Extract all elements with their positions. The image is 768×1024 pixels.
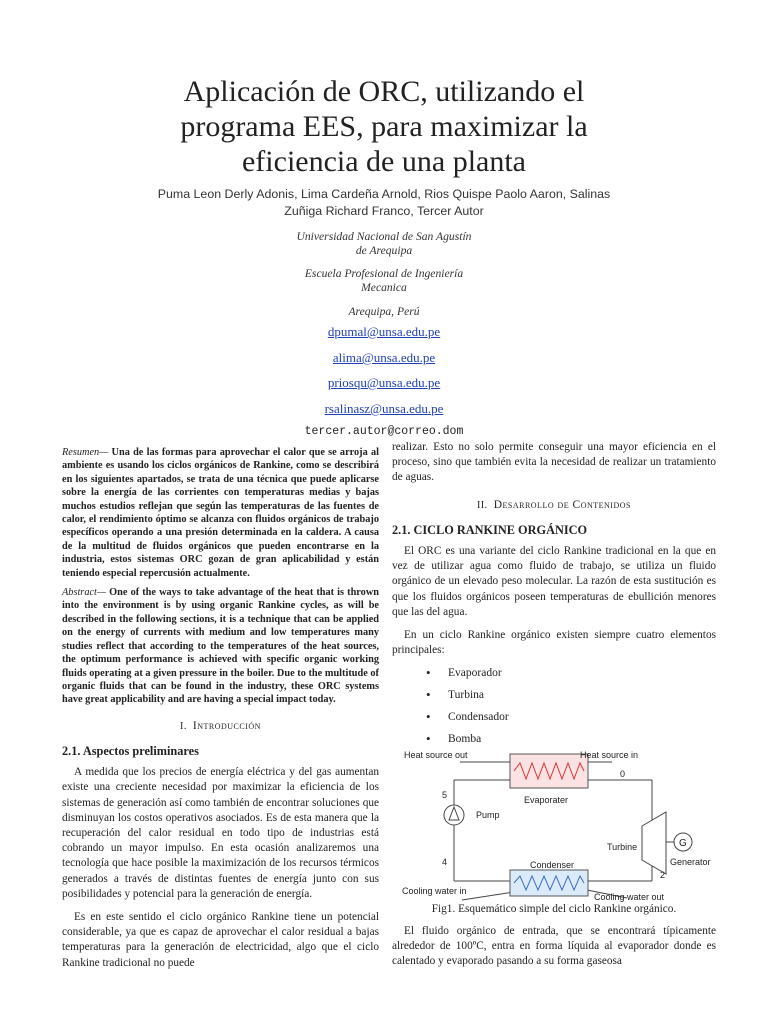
paper-title	[60, 74, 708, 179]
left-column	[62, 446, 379, 979]
email-link[interactable]: dpumal@unsa.edu.pe	[327, 324, 441, 339]
email-link[interactable]: priosqu@unsa.edu.pe	[327, 375, 441, 390]
title-line: eficiencia de una planta	[241, 145, 526, 178]
label-state-5: 5	[442, 790, 448, 801]
authors	[120, 186, 648, 220]
label-pump: Pump	[476, 810, 500, 821]
orc-schematic-diagram	[402, 750, 711, 903]
subsection-heading: 2.1. Aspectos preliminares	[62, 743, 199, 758]
abstract-label: Abstract—	[62, 587, 107, 599]
condenser	[510, 870, 588, 896]
label-generator-symbol: G	[679, 838, 687, 850]
paragraph: En un ciclo Rankine orgánico existen siempre cuatro elementos principales:	[392, 629, 716, 657]
title-line: programa EES, para maximizar la	[180, 110, 588, 143]
resumen-label: Resumen—	[62, 447, 109, 458]
paragraph: El ORC es una variante del ciclo Rankine tradicional en la que en vez de utilizar agua como fluido de trabajo, se utiliza un fluido orgánico de un elevado peso molecular. La razón de esta sustitución es que los fluidos orgánicos poseen temperaturas de ebullición menores que las del agua.	[392, 545, 716, 618]
resumen-text: Una de las formas para aprovechar el calor que se arroja al ambiente es usando los ciclos orgánicos de Rankine, como se describirá en los siguientes apartados, se trata de una técnica que puede aplicarse sobre la energía de las corrientes con temperaturas medias y bajas muchos estudios reflejan que según las temperaturas de las fuentes de calor, el rendimiento óptimo se alcanza con fluidos orgánicos de trabajo específicos operando a una presión determinada en la caldera. A causa de la multitud de fluidos orgánicos que pueden encontrarse en la industria, estos sistemas ORC gozan de gran aplicabilidad y están teniendo especial repercusión actualmente.	[62, 447, 379, 579]
authors-line: Puma Leon Derly Adonis, Lima Cardeña Arnold, Rios Quispe Paolo Aaron, Salinas	[157, 187, 611, 201]
abstract-text: One of the ways to take advantage of the heat that is thrown into the environment is by using organic Rankine cycles, as will be described in the following sections, it is a technique that can be applied on the energy of currents with medium and low temperatures many studies reflect that according to the temperatures of the heat sources, the optimum performance is achieved with specific organic working fluids operating at a given pressure in the boiler. Due to the multitude of organic fluids that can be found in the industry, these ORC systems have great applicability and are having a special impact today.	[62, 587, 379, 706]
label-generator: Generator	[670, 857, 711, 868]
label-state-4: 4	[442, 857, 448, 868]
subsection-heading: 2.1. CICLO RANKINE ORGÁNICO	[392, 522, 588, 537]
orc-schematic-figure	[402, 750, 711, 903]
resumen	[62, 446, 379, 580]
figure-caption: Fig1. Esquemático simple del ciclo Rankine orgánico.	[431, 903, 677, 916]
label-cooling-water-in: Cooling water in	[402, 886, 467, 897]
list-item: • Turbina	[392, 684, 716, 706]
affiliation-line: Universidad Nacional de San Agustín	[296, 230, 472, 243]
evaporator	[510, 754, 588, 788]
section-number: I.	[180, 720, 187, 732]
label-heat-source-out: Heat source out	[404, 750, 468, 761]
label-condenser: Condenser	[530, 860, 575, 871]
email-link[interactable]: rsalinasz@unsa.edu.pe	[324, 401, 444, 416]
email-link[interactable]: alima@unsa.edu.pe	[332, 350, 436, 365]
affiliation	[250, 230, 518, 258]
paragraph: Es en este sentido el ciclo orgánico Rankine tiene un potencial considerable, ya que es capaz de aprovechar el calor residual a bajas temperaturas para la generación de electricidad, algo que el ciclo Rankine tradicional no puede	[62, 910, 379, 969]
paragraph: El fluido orgánico de entrada, que se encontrará típicamente alrededor de 100ºC, entra en forma líquida al evaporador donde es calentado y evaporado pasando a su forma gaseosa	[392, 924, 716, 968]
turbine	[642, 812, 666, 874]
affiliation-line: de Arequipa	[355, 244, 413, 257]
school-line: Escuela Profesional de Ingeniería	[304, 267, 464, 280]
title-line: Aplicación de ORC, utilizando el	[183, 75, 585, 108]
label-state-2: 2	[660, 870, 666, 881]
paragraph: realizar. Esto no solo permite conseguir una mayor eficiencia en el proceso, sino que también evita la necesidad de realizar un tratamiento de aguas.	[392, 441, 716, 484]
list-item: • Condensador	[392, 706, 716, 728]
label-evaporator: Evaporater	[524, 795, 569, 806]
abstract	[62, 586, 379, 707]
section-title: Desarrollo de Contenidos	[493, 498, 631, 511]
label-state-0: 0	[620, 769, 626, 780]
right-column	[392, 441, 716, 977]
location: Arequipa, Perú	[348, 305, 420, 318]
email-text: tercer.autor@correo.dom	[304, 425, 464, 438]
list-item: • Evaporador	[392, 662, 716, 684]
authors-line: Zuñiga Richard Franco, Tercer Autor	[284, 204, 484, 218]
paragraph: A medida que los precios de energía eléctrica y del gas aumentan existe una creciente necesidad por maximizar la eficiencia de los sistemas de generación así como también de encontrar soluciones que disminuyan los costos operativos asociados. Es de esta manera que la recuperación del calor residual en todo tipo de industrias está cobrando un mayor impulso. En esta ocasión analizaremos una tecnología que hace posible la maximización de los recursos térmicos generados a través de distintas fuentes de energía junto con sus posibilidades y potencial para la generación de energía.	[62, 766, 379, 900]
section-title: Introducción	[192, 719, 261, 732]
pump	[444, 805, 464, 825]
label-heat-source-in: Heat source in	[580, 750, 639, 761]
list-item: • Bomba	[392, 728, 716, 750]
section-heading	[62, 719, 379, 734]
label-cooling-water-out: Cooling water out	[594, 892, 665, 903]
school-line: Mecanica	[361, 281, 407, 294]
component-list	[392, 662, 716, 750]
label-turbine: Turbine	[607, 842, 638, 853]
section-heading	[392, 498, 716, 513]
school	[250, 267, 518, 295]
section-number: II.	[477, 499, 488, 511]
